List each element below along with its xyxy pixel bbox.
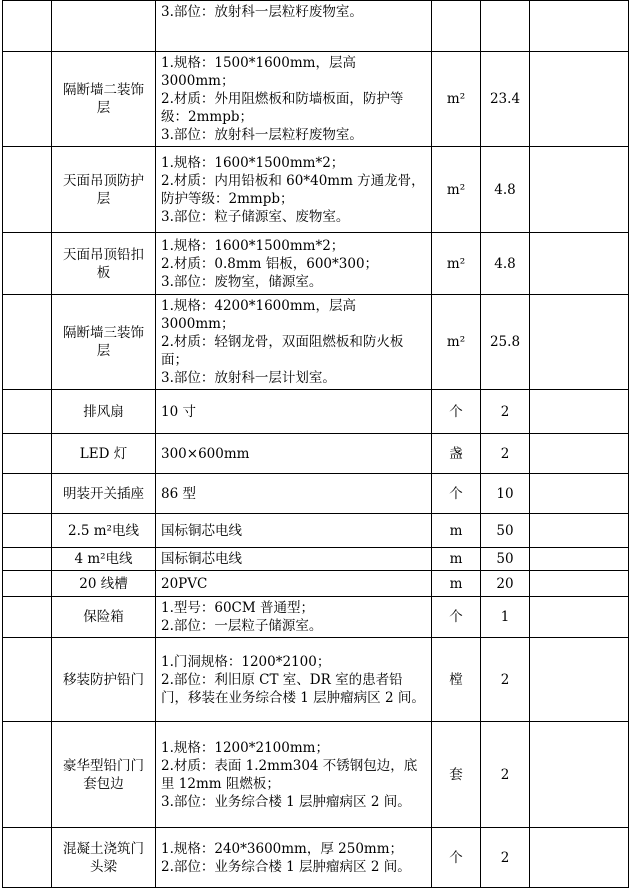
margin-cell-left xyxy=(3,548,52,571)
description-line: 2.部位：利旧原 CT 室、DR 室的患者铅门，移装在业务综合楼 1 层肿瘤病区 2 间。 xyxy=(161,671,425,706)
item-name-cell: 明装开关插座 xyxy=(52,474,156,514)
item-name-cell: 天面吊顶铅扣板 xyxy=(52,233,156,295)
description-line: 3.部位：粒子储源室、废物室。 xyxy=(161,208,350,225)
item-description-cell xyxy=(156,597,432,638)
margin-cell-left xyxy=(3,514,52,548)
margin-cell-left xyxy=(3,147,52,233)
unit-cell: 盏 xyxy=(432,434,481,474)
description-line: 3.部位：放射科一层粒籽废物室。 xyxy=(161,127,363,143)
description-line: 20PVC xyxy=(161,575,208,592)
margin-cell-left xyxy=(3,828,52,888)
table-row xyxy=(3,722,629,828)
description-line: 国标铜芯电线 xyxy=(161,551,242,567)
empty-cell-right xyxy=(530,390,629,434)
item-description-cell xyxy=(156,147,432,233)
item-description-cell xyxy=(156,434,432,474)
empty-cell-right xyxy=(530,147,629,233)
margin-cell-left xyxy=(3,390,52,434)
quantity-cell: 2 xyxy=(481,638,530,722)
item-name-cell: 隔断墙二装饰层 xyxy=(52,52,156,147)
description-line: 2.材质：0.8mm 铝板，600*300； xyxy=(161,255,379,272)
margin-cell-left xyxy=(3,434,52,474)
unit-cell: 个 xyxy=(432,390,481,434)
unit-cell: 樘 xyxy=(432,638,481,722)
quantity-cell: 2 xyxy=(481,722,530,828)
unit-cell: 个 xyxy=(432,828,481,888)
margin-cell-left xyxy=(3,1,52,52)
empty-cell-right xyxy=(530,474,629,514)
margin-cell-left xyxy=(3,295,52,390)
quantity-cell: 20 xyxy=(481,571,530,597)
table-row xyxy=(3,233,629,295)
item-name-cell: 2.5 m²电线 xyxy=(52,514,156,548)
quantity-cell: 2 xyxy=(481,828,530,888)
empty-cell-right xyxy=(530,638,629,722)
table-row xyxy=(3,147,629,233)
unit-cell: 个 xyxy=(432,474,481,514)
item-name-cell xyxy=(52,1,156,52)
unit-cell: m² xyxy=(432,295,481,390)
description-line: 300×600mm xyxy=(161,445,250,462)
description-line: 1.规格：1200*2100mm； xyxy=(161,739,329,756)
item-description-cell xyxy=(156,514,432,548)
table-row xyxy=(3,474,629,514)
spec-table xyxy=(2,0,629,888)
description-line: 86 型 xyxy=(161,485,196,502)
table-row xyxy=(3,434,629,474)
item-name-cell: 豪华型铅门门套包边 xyxy=(52,722,156,828)
table-row xyxy=(3,514,629,548)
unit-cell: 套 xyxy=(432,722,481,828)
item-name-cell: 保险箱 xyxy=(52,597,156,638)
unit-cell xyxy=(432,1,481,52)
quantity-cell xyxy=(481,1,530,52)
description-line: 3.部位：放射科一层粒籽废物室。 xyxy=(161,4,363,20)
table-row xyxy=(3,390,629,434)
description-line: 国标铜芯电线 xyxy=(161,522,242,539)
unit-cell: m² xyxy=(432,52,481,147)
item-name-cell: 20 线槽 xyxy=(52,571,156,597)
unit-cell: 个 xyxy=(432,597,481,638)
item-name-cell: 移装防护铅门 xyxy=(52,638,156,722)
quantity-cell: 1 xyxy=(481,597,530,638)
quantity-cell: 50 xyxy=(481,548,530,571)
unit-cell: m xyxy=(432,548,481,571)
item-description-cell xyxy=(156,548,432,571)
empty-cell-right xyxy=(530,434,629,474)
item-description-cell xyxy=(156,52,432,147)
empty-cell-right xyxy=(530,828,629,888)
description-line: 3.部位：放射科一层计划室。 xyxy=(161,370,336,386)
table-row xyxy=(3,638,629,722)
unit-cell: m² xyxy=(432,147,481,233)
item-description-cell xyxy=(156,722,432,828)
item-name-cell: 4 m²电线 xyxy=(52,548,156,571)
item-name-cell: LED 灯 xyxy=(52,434,156,474)
unit-cell: m² xyxy=(432,233,481,295)
description-line: 2.部位：业务综合楼 1 层肿瘤病区 2 间。 xyxy=(161,858,411,875)
margin-cell-left xyxy=(3,597,52,638)
quantity-cell: 23.4 xyxy=(481,52,530,147)
empty-cell-right xyxy=(530,571,629,597)
description-line: 10 寸 xyxy=(161,403,196,420)
quantity-cell: 25.8 xyxy=(481,295,530,390)
table-row xyxy=(3,597,629,638)
empty-cell-right xyxy=(530,295,629,390)
unit-cell: m xyxy=(432,514,481,548)
item-description-cell xyxy=(156,295,432,390)
description-line: 2.部位：一层粒子储源室。 xyxy=(161,618,323,634)
description-line: 2.材质：轻钢龙骨，双面阻燃板和防火板面； xyxy=(161,334,404,368)
quantity-cell: 2 xyxy=(481,434,530,474)
quantity-cell: 2 xyxy=(481,390,530,434)
item-description-cell xyxy=(156,474,432,514)
unit-cell: m xyxy=(432,571,481,597)
table-row xyxy=(3,548,629,571)
item-description-cell xyxy=(156,638,432,722)
empty-cell-right xyxy=(530,1,629,52)
item-description-cell xyxy=(156,233,432,295)
empty-cell-right xyxy=(530,722,629,828)
description-line: 1.型号：60CM 普通型； xyxy=(161,600,315,616)
description-line: 1.规格：4200*1600mm，层高 3000mm； xyxy=(161,298,356,332)
item-description-cell xyxy=(156,828,432,888)
item-description-cell xyxy=(156,571,432,597)
description-line: 1.门洞规格：1200*2100； xyxy=(161,653,331,670)
margin-cell-left xyxy=(3,722,52,828)
description-line: 2.材质：内用铅板和 60*40mm 方通龙骨，防护等级：2mmpb； xyxy=(161,172,425,207)
empty-cell-right xyxy=(530,514,629,548)
description-line: 2.材质：外用阻燃板和防墙板面，防护等级：2mmpb； xyxy=(161,91,404,125)
margin-cell-left xyxy=(3,52,52,147)
empty-cell-right xyxy=(530,52,629,147)
description-line: 3.部位：业务综合楼 1 层肿瘤病区 2 间。 xyxy=(161,793,411,810)
quantity-cell: 4.8 xyxy=(481,147,530,233)
description-line: 1.规格：1600*1500mm*2； xyxy=(161,154,345,171)
table-row xyxy=(3,1,629,52)
empty-cell-right xyxy=(530,233,629,295)
margin-cell-left xyxy=(3,474,52,514)
margin-cell-left xyxy=(3,571,52,597)
empty-cell-right xyxy=(530,597,629,638)
table-row xyxy=(3,52,629,147)
item-name-cell: 天面吊顶防护层 xyxy=(52,147,156,233)
table-row xyxy=(3,295,629,390)
description-line: 1.规格：1600*1500mm*2； xyxy=(161,237,345,254)
description-line: 1.规格：1500*1600mm，层高 3000mm； xyxy=(161,55,356,89)
description-line: 2.材质：表面 1.2mm304 不锈钢包边，底里 12mm 阻燃板； xyxy=(161,757,418,792)
description-line: 3.部位：废物室，储源室。 xyxy=(161,273,323,290)
item-name-cell: 隔断墙三装饰层 xyxy=(52,295,156,390)
table-row xyxy=(3,828,629,888)
quantity-cell: 10 xyxy=(481,474,530,514)
margin-cell-left xyxy=(3,233,52,295)
item-name-cell: 混凝土浇筑门头梁 xyxy=(52,828,156,888)
item-description-cell xyxy=(156,390,432,434)
item-description-cell xyxy=(156,1,432,52)
item-name-cell: 排风扇 xyxy=(52,390,156,434)
quantity-cell: 50 xyxy=(481,514,530,548)
margin-cell-left xyxy=(3,638,52,722)
quantity-cell: 4.8 xyxy=(481,233,530,295)
empty-cell-right xyxy=(530,548,629,571)
description-line: 1.规格：240*3600mm，厚 250mm； xyxy=(161,840,404,857)
table-row xyxy=(3,571,629,597)
